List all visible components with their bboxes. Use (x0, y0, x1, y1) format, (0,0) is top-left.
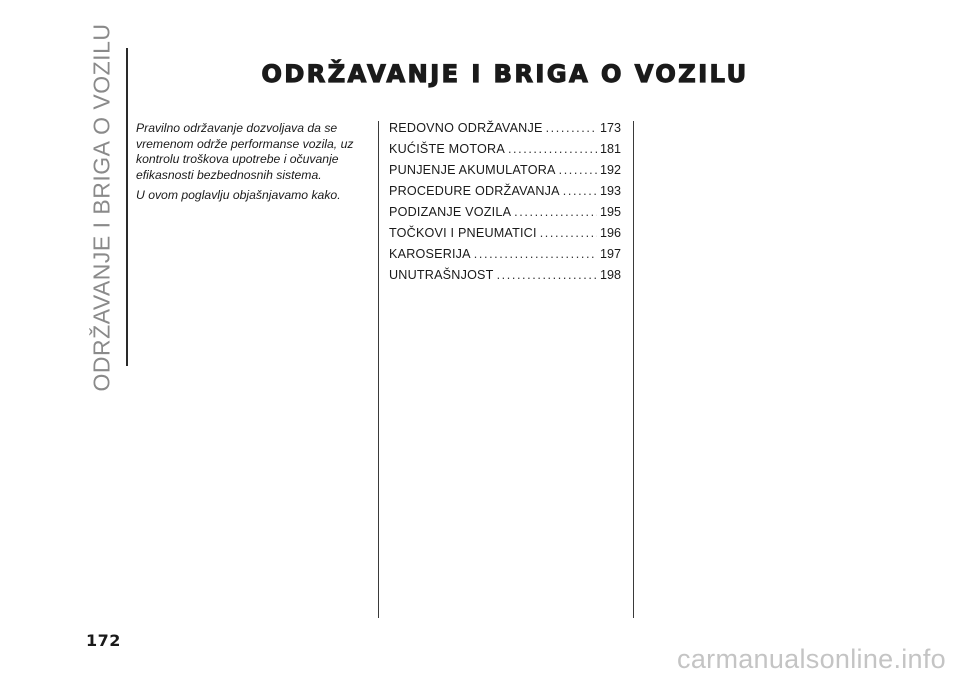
toc-entry-label: TOČKOVI I PNEUMATICI (389, 226, 537, 240)
toc-entry-label: PROCEDURE ODRŽAVANJA (389, 184, 560, 198)
intro-paragraph: U ovom poglavlju objašnjavamo kako. (136, 188, 341, 202)
toc-entry-page: 181 (599, 142, 621, 156)
toc-entry-label: REDOVNO ODRŽAVANJE (389, 121, 543, 135)
toc-entry-page: 173 (599, 121, 621, 135)
toc-entry-punjenje-akumulatora[interactable] (389, 163, 621, 184)
toc-entry-label: PUNJENJE AKUMULATORA (389, 163, 556, 177)
intro-paragraph: Pravilno održavanje dozvoljava da se vremenom održe performanse vozila, uz kontrolu troškova upotrebe i očuvanje efikasnosti bezbednosnih sistema. (136, 121, 354, 182)
table-of-contents (389, 121, 621, 289)
toc-entry-tockovi-i-pneumatici[interactable] (389, 226, 621, 247)
toc-entry-page: 197 (599, 247, 621, 261)
toc-leader-dots (497, 268, 597, 282)
toc-entry-page: 195 (599, 205, 621, 219)
side-chapter-label: ODRŽAVANJE I BRIGA O VOZILU (88, 23, 115, 391)
side-chapter-tab (84, 23, 120, 391)
toc-entry-page: 192 (599, 163, 621, 177)
toc-entry-page: 198 (599, 268, 621, 282)
watermark: carmanualsonline.info (677, 644, 946, 674)
chapter-title: ODRŽAVANJE I BRIGA O VOZILU (261, 60, 749, 88)
toc-leader-dots (540, 226, 597, 240)
toc-leader-dots (559, 163, 597, 177)
intro-text (136, 121, 366, 209)
toc-entry-label: KUĆIŠTE MOTORA (389, 142, 505, 156)
column-divider-left (378, 121, 379, 618)
toc-entry-podizanje-vozila[interactable] (389, 205, 621, 226)
toc-entry-karoserija[interactable] (389, 247, 621, 268)
toc-entry-page: 196 (599, 226, 621, 240)
toc-entry-label: PODIZANJE VOZILA (389, 205, 512, 219)
toc-leader-dots (563, 184, 597, 198)
column-divider-right (633, 121, 634, 618)
toc-leader-dots (474, 247, 597, 261)
toc-entry-procedure-odrzavanja[interactable] (389, 184, 621, 205)
toc-entry-kuciste-motora[interactable] (389, 142, 621, 163)
toc-entry-unutrasnjost[interactable] (389, 268, 621, 289)
toc-entry-label: KAROSERIJA (389, 247, 471, 261)
toc-leader-dots (546, 121, 597, 135)
side-divider (126, 48, 128, 366)
toc-entry-label: UNUTRAŠNJOST (389, 268, 494, 282)
toc-entry-page: 193 (599, 184, 621, 198)
page-number: 172 (86, 631, 121, 650)
toc-entry-redovno-odrzavanje[interactable] (389, 121, 621, 142)
toc-leader-dots (514, 205, 597, 219)
toc-leader-dots (508, 142, 597, 156)
